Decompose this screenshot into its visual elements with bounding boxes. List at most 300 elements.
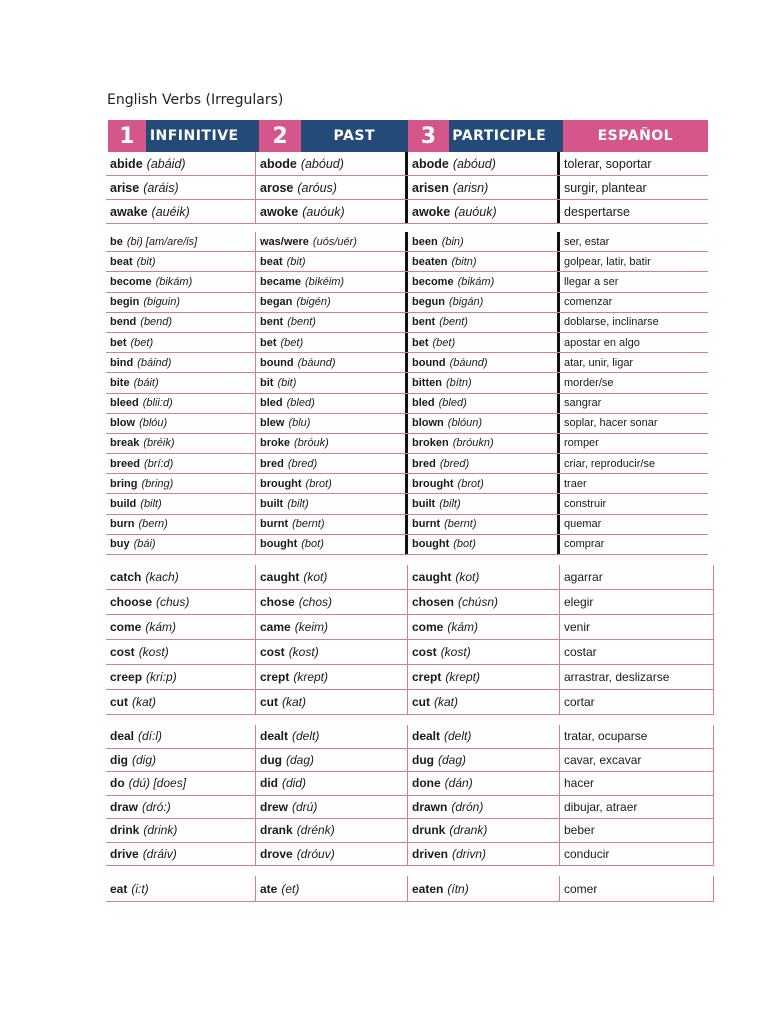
participle-pronunciation: (krept) xyxy=(445,670,481,684)
spanish-translation: criar, reproducir/se xyxy=(564,457,656,470)
participle-word: abode xyxy=(412,156,449,171)
past-cell xyxy=(256,535,408,554)
header-number-1: 1 xyxy=(108,120,146,152)
infinitive-cell xyxy=(106,819,256,842)
participle-pronunciation: (arisn) xyxy=(452,180,489,195)
infinitive-cell xyxy=(106,414,256,433)
header-number-2: 2 xyxy=(259,120,301,152)
infinitive-word: dig xyxy=(110,752,128,767)
past-word: ate xyxy=(260,881,278,896)
participle-word: drunk xyxy=(412,823,446,838)
past-word: became xyxy=(260,275,301,288)
participle-cell xyxy=(408,690,560,714)
infinitive-word: bind xyxy=(110,356,134,369)
participle-cell xyxy=(408,434,560,453)
table-row xyxy=(106,313,708,333)
spanish-translation: traer xyxy=(564,477,587,490)
participle-cell xyxy=(408,152,560,175)
past-pronunciation: (kost) xyxy=(288,645,319,659)
participle-word: cut xyxy=(412,695,430,709)
table-row xyxy=(106,843,714,867)
spanish-translation: golpear, latir, batir xyxy=(564,255,651,268)
infinitive-word: begin xyxy=(110,296,140,309)
table-row xyxy=(106,434,708,454)
infinitive-word: catch xyxy=(110,570,142,584)
infinitive-word: deal xyxy=(110,729,135,744)
infinitive-word: abide xyxy=(110,156,143,171)
table-row xyxy=(106,394,708,414)
participle-cell xyxy=(408,252,560,271)
past-word: brought xyxy=(260,477,302,490)
participle-pronunciation: (chúsn) xyxy=(458,595,499,609)
participle-cell xyxy=(408,819,560,842)
infinitive-cell xyxy=(106,252,256,271)
infinitive-cell xyxy=(106,293,256,312)
spanish-translation: arrastrar, deslizarse xyxy=(560,665,714,689)
past-word: drew xyxy=(260,799,289,814)
past-word: arose xyxy=(260,180,294,195)
participle-word: dug xyxy=(412,752,434,767)
infinitive-pronunciation: (blii:d) xyxy=(142,397,173,410)
infinitive-cell xyxy=(106,535,256,554)
past-cell xyxy=(256,494,408,513)
spanish-translation: comenzar xyxy=(564,296,613,309)
participle-pronunciation: (auóuk) xyxy=(454,204,497,219)
past-cell xyxy=(256,876,408,901)
spanish-translation: costar xyxy=(560,640,714,664)
past-word: dealt xyxy=(260,729,289,744)
infinitive-pronunciation: (dró:) xyxy=(142,799,171,814)
infinitive-word: buy xyxy=(110,538,130,551)
participle-word: driven xyxy=(412,846,449,861)
infinitive-pronunciation: (báit) xyxy=(133,376,159,389)
past-pronunciation: (blu) xyxy=(288,417,311,430)
participle-word: burnt xyxy=(412,518,441,531)
infinitive-word: break xyxy=(110,437,140,450)
table-row xyxy=(106,333,708,353)
table-row xyxy=(106,474,708,494)
infinitive-cell xyxy=(106,796,256,819)
infinitive-pronunciation: (dú) [does] xyxy=(128,776,187,791)
participle-cell xyxy=(408,353,560,372)
header-espanol: ESPAÑOL xyxy=(563,120,708,152)
participle-word: caught xyxy=(412,570,452,584)
participle-pronunciation: (bikám) xyxy=(457,275,495,288)
past-cell xyxy=(256,454,408,473)
past-pronunciation: (drénk) xyxy=(296,823,335,838)
spanish-translation: beber xyxy=(560,819,714,842)
past-word: bent xyxy=(260,316,284,329)
participle-pronunciation: (bred) xyxy=(439,457,470,470)
past-pronunciation: (kot) xyxy=(303,570,328,584)
past-word: bred xyxy=(260,457,284,470)
participle-cell xyxy=(408,333,560,352)
table-row xyxy=(106,454,708,474)
infinitive-word: bet xyxy=(110,336,127,349)
past-word: drank xyxy=(260,823,293,838)
participle-cell xyxy=(408,565,560,589)
participle-word: awoke xyxy=(412,204,451,219)
table-row xyxy=(106,749,714,773)
infinitive-word: do xyxy=(110,776,125,791)
past-cell xyxy=(256,272,408,291)
infinitive-word: choose xyxy=(110,595,153,609)
past-word: bled xyxy=(260,397,283,410)
participle-word: bitten xyxy=(412,376,442,389)
participle-word: bet xyxy=(412,336,429,349)
infinitive-word: become xyxy=(110,275,152,288)
past-cell xyxy=(256,200,408,223)
past-pronunciation: (dróuv) xyxy=(296,846,335,861)
participle-cell xyxy=(408,494,560,513)
past-cell xyxy=(256,772,408,795)
past-pronunciation: (krept) xyxy=(293,670,329,684)
table-row xyxy=(106,725,714,749)
infinitive-cell xyxy=(106,690,256,714)
participle-cell xyxy=(408,876,560,901)
participle-word: cost xyxy=(412,645,437,659)
participle-cell xyxy=(408,725,560,748)
past-cell xyxy=(256,333,408,352)
past-pronunciation: (abóud) xyxy=(300,156,344,171)
infinitive-cell xyxy=(106,876,256,901)
past-word: was/were xyxy=(260,235,309,248)
past-cell xyxy=(256,796,408,819)
infinitive-word: draw xyxy=(110,799,139,814)
verb-group xyxy=(106,876,714,902)
past-pronunciation: (drú) xyxy=(292,799,318,814)
past-cell xyxy=(256,434,408,453)
infinitive-word: build xyxy=(110,498,137,511)
spanish-translation: comprar xyxy=(564,538,605,551)
participle-pronunciation: (blóun) xyxy=(447,417,483,430)
infinitive-pronunciation: (chus) xyxy=(156,595,190,609)
past-pronunciation: (dag) xyxy=(286,752,315,767)
participle-pronunciation: (bot) xyxy=(453,538,476,551)
past-cell xyxy=(256,690,408,714)
participle-pronunciation: (kot) xyxy=(455,570,480,584)
table-row xyxy=(106,535,708,555)
header-number-3: 3 xyxy=(408,120,450,152)
participle-cell xyxy=(408,515,560,534)
spanish-translation: conducir xyxy=(560,843,714,866)
past-pronunciation: (brot) xyxy=(305,477,332,490)
past-cell xyxy=(256,590,408,614)
past-cell xyxy=(256,843,408,866)
verb-group xyxy=(106,152,708,224)
table-row xyxy=(106,690,714,715)
spanish-translation: tratar, ocuparse xyxy=(560,725,714,748)
past-cell xyxy=(256,353,408,372)
past-word: dug xyxy=(260,752,282,767)
participle-pronunciation: (bilt) xyxy=(439,498,461,511)
participle-pronunciation: (ítn) xyxy=(447,881,469,896)
table-row xyxy=(106,819,714,843)
participle-word: built xyxy=(412,498,436,511)
past-word: built xyxy=(260,498,284,511)
participle-pronunciation: (bent) xyxy=(439,316,468,329)
table-row xyxy=(106,200,708,224)
infinitive-cell xyxy=(106,772,256,795)
past-cell xyxy=(256,640,408,664)
page-title: English Verbs (Irregulars) xyxy=(107,92,284,108)
spanish-translation: construir xyxy=(564,498,607,511)
participle-word: drawn xyxy=(412,799,448,814)
participle-cell xyxy=(408,749,560,772)
infinitive-cell xyxy=(106,434,256,453)
infinitive-pronunciation: (bi) [am/are/is] xyxy=(126,235,198,248)
past-pronunciation: (bernt) xyxy=(292,518,325,531)
infinitive-word: eat xyxy=(110,881,128,896)
infinitive-pronunciation: (kat) xyxy=(132,695,156,709)
spanish-translation: quemar xyxy=(564,518,602,531)
participle-cell xyxy=(408,200,560,223)
participle-word: crept xyxy=(412,670,442,684)
participle-cell xyxy=(408,474,560,493)
participle-pronunciation: (drón) xyxy=(451,799,484,814)
infinitive-pronunciation: (kri:p) xyxy=(146,670,177,684)
past-cell xyxy=(256,565,408,589)
table-row xyxy=(106,232,708,252)
past-cell xyxy=(256,515,408,534)
past-cell xyxy=(256,252,408,271)
participle-cell xyxy=(408,843,560,866)
participle-cell xyxy=(408,272,560,291)
table-row xyxy=(106,252,708,272)
participle-pronunciation: (báund) xyxy=(449,356,488,369)
infinitive-pronunciation: (bit) xyxy=(136,255,156,268)
participle-word: beaten xyxy=(412,255,448,268)
infinitive-pronunciation: (auéik) xyxy=(151,204,190,219)
past-pronunciation: (et) xyxy=(281,881,300,896)
participle-cell xyxy=(408,796,560,819)
participle-pronunciation: (delt) xyxy=(444,729,472,744)
past-word: began xyxy=(260,296,293,309)
infinitive-word: bleed xyxy=(110,397,139,410)
past-pronunciation: (bikéim) xyxy=(304,275,345,288)
spanish-translation: cavar, excavar xyxy=(560,749,714,772)
participle-cell xyxy=(408,665,560,689)
past-word: awoke xyxy=(260,204,299,219)
participle-pronunciation: (drivn) xyxy=(452,846,487,861)
infinitive-cell xyxy=(106,176,256,199)
participle-word: dealt xyxy=(412,729,441,744)
infinitive-cell xyxy=(106,353,256,372)
past-cell xyxy=(256,615,408,639)
infinitive-pronunciation: (kám) xyxy=(145,620,177,634)
spanish-translation: tolerar, soportar xyxy=(564,156,652,171)
infinitive-cell xyxy=(106,665,256,689)
spanish-translation: atar, unir, ligar xyxy=(564,356,634,369)
participle-word: come xyxy=(412,620,444,634)
past-word: bet xyxy=(260,336,277,349)
table-row xyxy=(106,176,708,200)
verb-group xyxy=(106,565,714,715)
infinitive-cell xyxy=(106,313,256,332)
infinitive-pronunciation: (i:t) xyxy=(131,881,149,896)
past-pronunciation: (bit) xyxy=(286,255,306,268)
participle-cell xyxy=(408,615,560,639)
spanish-translation: venir xyxy=(560,615,714,639)
past-pronunciation: (chos) xyxy=(298,595,333,609)
infinitive-cell xyxy=(106,843,256,866)
spanish-translation: morder/se xyxy=(564,376,614,389)
infinitive-pronunciation: (bring) xyxy=(141,477,174,490)
participle-word: been xyxy=(412,235,438,248)
infinitive-pronunciation: (blóu) xyxy=(139,417,168,430)
table-row xyxy=(106,796,714,820)
spanish-translation: cortar xyxy=(560,690,714,714)
infinitive-pronunciation: (bilt) xyxy=(140,498,162,511)
past-word: bought xyxy=(260,538,298,551)
infinitive-pronunciation: (brí:d) xyxy=(143,457,174,470)
participle-cell xyxy=(408,394,560,413)
infinitive-cell xyxy=(106,152,256,175)
participle-cell xyxy=(408,176,560,199)
infinitive-cell xyxy=(106,515,256,534)
table-row xyxy=(106,640,714,665)
participle-cell xyxy=(408,535,560,554)
participle-cell xyxy=(408,590,560,614)
spanish-translation: hacer xyxy=(560,772,714,795)
infinitive-word: blow xyxy=(110,417,136,430)
header-participle: PARTICIPLE xyxy=(449,120,562,152)
past-cell xyxy=(256,313,408,332)
infinitive-pronunciation: (kach) xyxy=(145,570,179,584)
spanish-translation: despertarse xyxy=(564,204,631,219)
spanish-translation: doblarse, inclinarse xyxy=(564,316,659,329)
infinitive-cell xyxy=(106,454,256,473)
past-word: abode xyxy=(260,156,297,171)
infinitive-pronunciation: (bái) xyxy=(133,538,156,551)
table-row xyxy=(106,494,708,514)
spanish-translation: llegar a ser xyxy=(564,275,619,288)
participle-word: chosen xyxy=(412,595,455,609)
participle-word: bled xyxy=(412,397,435,410)
past-pronunciation: (bilt) xyxy=(287,498,309,511)
table-row xyxy=(106,373,708,393)
infinitive-pronunciation: (bern) xyxy=(138,518,168,531)
table-row xyxy=(106,772,714,796)
infinitive-word: come xyxy=(110,620,142,634)
infinitive-pronunciation: (bet) xyxy=(130,336,154,349)
participle-pronunciation: (bigán) xyxy=(449,296,484,309)
participle-cell xyxy=(408,454,560,473)
past-cell xyxy=(256,293,408,312)
infinitive-word: drink xyxy=(110,823,140,838)
table-row xyxy=(106,876,714,902)
participle-word: become xyxy=(412,275,454,288)
past-cell xyxy=(256,232,408,251)
participle-cell xyxy=(408,293,560,312)
past-pronunciation: (aróus) xyxy=(297,180,337,195)
past-word: bound xyxy=(260,356,294,369)
past-word: crept xyxy=(260,670,290,684)
infinitive-cell xyxy=(106,565,256,589)
verb-group xyxy=(106,725,714,866)
participle-pronunciation: (dag) xyxy=(438,752,467,767)
header-infinitive: INFINITIVE xyxy=(146,120,259,152)
infinitive-pronunciation: (drink) xyxy=(143,823,178,838)
past-word: came xyxy=(260,620,291,634)
infinitive-cell xyxy=(106,394,256,413)
past-pronunciation: (keim) xyxy=(294,620,329,634)
participle-pronunciation: (bernt) xyxy=(444,518,477,531)
past-cell xyxy=(256,152,408,175)
past-pronunciation: (bent) xyxy=(287,316,316,329)
infinitive-pronunciation: (bend) xyxy=(140,316,173,329)
infinitive-word: cost xyxy=(110,645,135,659)
past-cell xyxy=(256,414,408,433)
past-pronunciation: (did) xyxy=(282,776,307,791)
participle-pronunciation: (bled) xyxy=(438,397,467,410)
infinitive-cell xyxy=(106,494,256,513)
past-word: bit xyxy=(260,376,274,389)
past-pronunciation: (bet) xyxy=(280,336,304,349)
participle-pronunciation: (bítn) xyxy=(445,376,472,389)
table-row xyxy=(106,615,714,640)
participle-cell xyxy=(408,772,560,795)
spanish-translation: comer xyxy=(560,876,714,901)
infinitive-pronunciation: (aráis) xyxy=(143,180,179,195)
participle-word: blown xyxy=(412,417,444,430)
infinitive-pronunciation: (biguin) xyxy=(143,296,181,309)
past-cell xyxy=(256,176,408,199)
past-cell xyxy=(256,819,408,842)
past-pronunciation: (bred) xyxy=(287,457,318,470)
participle-pronunciation: (abóud) xyxy=(452,156,496,171)
spanish-translation: sangrar xyxy=(564,397,602,410)
infinitive-pronunciation: (kost) xyxy=(138,645,169,659)
table-row xyxy=(106,353,708,373)
participle-word: arisen xyxy=(412,180,449,195)
infinitive-pronunciation: (bréik) xyxy=(143,437,175,450)
participle-pronunciation: (bin) xyxy=(441,235,464,248)
infinitive-pronunciation: (abáid) xyxy=(146,156,186,171)
past-word: drove xyxy=(260,846,293,861)
table-row xyxy=(106,590,714,615)
past-pronunciation: (bot) xyxy=(301,538,324,551)
participle-word: bound xyxy=(412,356,446,369)
participle-word: eaten xyxy=(412,881,444,896)
past-word: blew xyxy=(260,417,285,430)
participle-word: done xyxy=(412,776,441,791)
past-pronunciation: (bigén) xyxy=(296,296,331,309)
past-pronunciation: (bit) xyxy=(277,376,297,389)
participle-pronunciation: (bitn) xyxy=(451,255,477,268)
spanish-translation: romper xyxy=(564,437,599,450)
past-word: chose xyxy=(260,595,295,609)
participle-pronunciation: (drank) xyxy=(449,823,488,838)
past-cell xyxy=(256,394,408,413)
spanish-translation: surgir, plantear xyxy=(564,180,647,195)
past-word: broke xyxy=(260,437,290,450)
table-row xyxy=(106,515,708,535)
header-past: PAST xyxy=(301,120,407,152)
infinitive-word: creep xyxy=(110,670,143,684)
infinitive-word: drive xyxy=(110,846,139,861)
past-word: cut xyxy=(260,695,278,709)
participle-cell xyxy=(408,232,560,251)
past-word: beat xyxy=(260,255,283,268)
participle-cell xyxy=(408,414,560,433)
participle-word: bred xyxy=(412,457,436,470)
participle-pronunciation: (kost) xyxy=(440,645,471,659)
table-row xyxy=(106,152,708,176)
infinitive-word: bend xyxy=(110,316,137,329)
past-cell xyxy=(256,749,408,772)
spanish-translation: agarrar xyxy=(560,565,714,589)
